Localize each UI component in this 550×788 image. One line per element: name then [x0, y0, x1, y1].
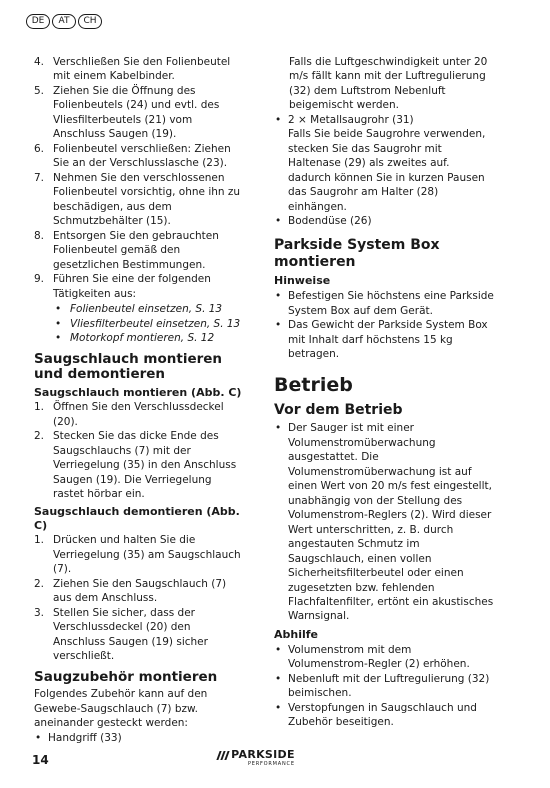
hose-mount-steps: [34, 400, 244, 501]
country-badge-ch: CH: [78, 14, 102, 29]
step-item: 1. Öffnen Sie den Verschlussdeckel (20).: [34, 401, 224, 428]
country-badge-at: AT: [52, 14, 76, 29]
logo-sub: PERFORMANCE: [247, 761, 295, 767]
step-item: 9. Führen Sie eine der folgenden Tätigkeiten aus: • Folienbeutel einsetzen, S. 13 • Vliesfilterbeutel einsetzen, S. 13 • Motorkopf montieren, S. 12: [34, 272, 244, 345]
step9-option: • Motorkopf montieren, S. 12: [53, 331, 244, 345]
subsection-title-montieren: Saugschlauch montieren (Abb. C): [34, 385, 242, 399]
step-item: 5. Ziehen Sie die Öffnung des Folienbeutels (24) und evtl. des Vliesfilterbeutels (21) vom Anschluss Saugen (19).: [34, 84, 220, 141]
saugrohr-paragraph: Falls Sie beide Saugrohre verwenden, stecken Sie das Saugrohr mit Haltenase (29) als zweites auf. dadurch können Sie in kurzen Pausen das Saugrohr am Halter (28) einhängen.: [288, 128, 486, 213]
logo-stripes-icon: [216, 751, 229, 760]
hose-dismount-steps: [34, 533, 244, 663]
step-item: 4. Verschließen Sie den Folienbeutel mit einem Kabelbinder.: [34, 56, 231, 83]
country-badge-de: DE: [26, 14, 50, 29]
zubehoer-list-continued: [274, 113, 494, 229]
hint-item: • Das Gewicht der Parkside System Box mit Inhalt darf höchstens 15 kg betragen.: [274, 318, 494, 361]
abhilfe-item: • Verstopfungen in Saugschlauch und Zubehör beseitigen.: [274, 701, 494, 730]
vor-betrieb-list: [274, 421, 494, 624]
step9-option: • Vliesfilterbeutel einsetzen, S. 13: [53, 317, 244, 331]
logo-brand: PARKSIDE: [231, 748, 295, 761]
abhilfe-item: • Volumenstrom mit dem Volumenstrom-Regler (2) erhöhen.: [274, 643, 494, 672]
step-item: 2. Ziehen Sie den Saugschlauch (7) aus dem Anschluss.: [34, 577, 227, 605]
hint-item: • Befestigen Sie höchstens eine Parkside System Box auf dem Gerät.: [274, 289, 494, 318]
left-column: [34, 55, 244, 745]
subsection-title-demontieren: Saugschlauch demontieren (Abb. C): [34, 504, 240, 532]
step-item: 6. Folienbeutel verschließen: Ziehen Sie an der Verschlusslasche (23).: [34, 142, 231, 170]
step-item: 1. Drücken und halten Sie die Verriegelung (35) am Saugschlauch (7).: [34, 534, 241, 576]
step-item: 8. Entsorgen Sie den gebrauchten Folienbeutel gemäß den gesetzlichen Bestimmungen.: [34, 229, 219, 271]
vor-betrieb-item: • Der Sauger ist mit einer Volumenstromüberwachung ausgestattet. Die Volumenstromüberwachung ist auf einen Wert von 20 m/s fest eingestellt, unabhängig von der Stellung des Volumenstrom-Reglers (2). Wird dieser Wert unterschritten, z. B. durch angestauten Schmutz im Saugschlauch, einen vollen Sicherheitsfilterbeutel oder einen zugesetzten bzw. fehlenden Flachfaltenfilter, ertönt ein akustisches Warnsignal.: [274, 421, 494, 624]
step9-option: • Folienbeutel einsetzen, S. 13: [53, 302, 244, 316]
section-title-zubehoer: Saugzubehör montieren: [34, 668, 218, 685]
section-title-saugschlauch: Saugschlauch montieren und demontieren: [34, 350, 223, 383]
step9-options: [53, 302, 244, 345]
step-item: 2. Stecken Sie das dicke Ende des Saugschlauchs (7) mit der Verriegelung (35) in den Anschluss Saugen (19). Die Verriegelung rastet hörbar ein.: [34, 430, 237, 501]
abhilfe-title: Abhilfe: [274, 627, 319, 641]
bag-removal-steps: [34, 55, 244, 346]
zubehoer-item: • 2 × Metallsaugrohr (31) Falls Sie beide Saugrohre verwenden, stecken Sie das Saugrohr mit Haltenase (29) als zweites auf. dadurch können Sie in kurzen Pausen das Saugrohr am Halter (28) einhängen.: [274, 113, 494, 214]
chapter-title-betrieb: Betrieb: [274, 373, 353, 396]
luftgeschwindigkeit-paragraph: Falls die Luftgeschwindigkeit unter 20 m/s fällt kann mit der Luftregulierung (32) dem Luftstrom Nebenluft beigemischt werden.: [289, 56, 488, 112]
step-item: 3. Stellen Sie sicher, dass der Verschlussdeckel (20) den Anschluss Saugen (19) sicher verschließt.: [34, 606, 208, 663]
right-column: [274, 55, 494, 730]
step-item: 7. Nehmen Sie den verschlossenen Folienbeutel vorsichtig, ohne ihn zu beschädigen, aus dem Schmutzbehälter (15).: [34, 171, 241, 228]
zubehoer-item: • Handgriff (33): [34, 731, 244, 745]
hints-list: [274, 289, 494, 361]
page-number: 14: [32, 753, 49, 767]
hints-title: Hinweise: [274, 274, 331, 288]
section-title-vor-dem-betrieb: Vor dem Betrieb: [274, 402, 403, 419]
abhilfe-list: [274, 643, 494, 730]
zubehoer-item: • Bodendüse (26): [274, 214, 494, 228]
section-title-system-box: Parkside System Box montieren: [274, 236, 440, 270]
zubehoer-list: [34, 731, 244, 745]
parkside-logo: [218, 749, 295, 767]
country-badges: [26, 14, 102, 29]
abhilfe-item: • Nebenluft mit der Luftregulierung (32) beimischen.: [274, 672, 494, 701]
zubehoer-intro: Folgendes Zubehör kann auf den Gewebe-Saugschlauch (7) bzw. aneinander gesteckt werden:: [34, 688, 208, 730]
